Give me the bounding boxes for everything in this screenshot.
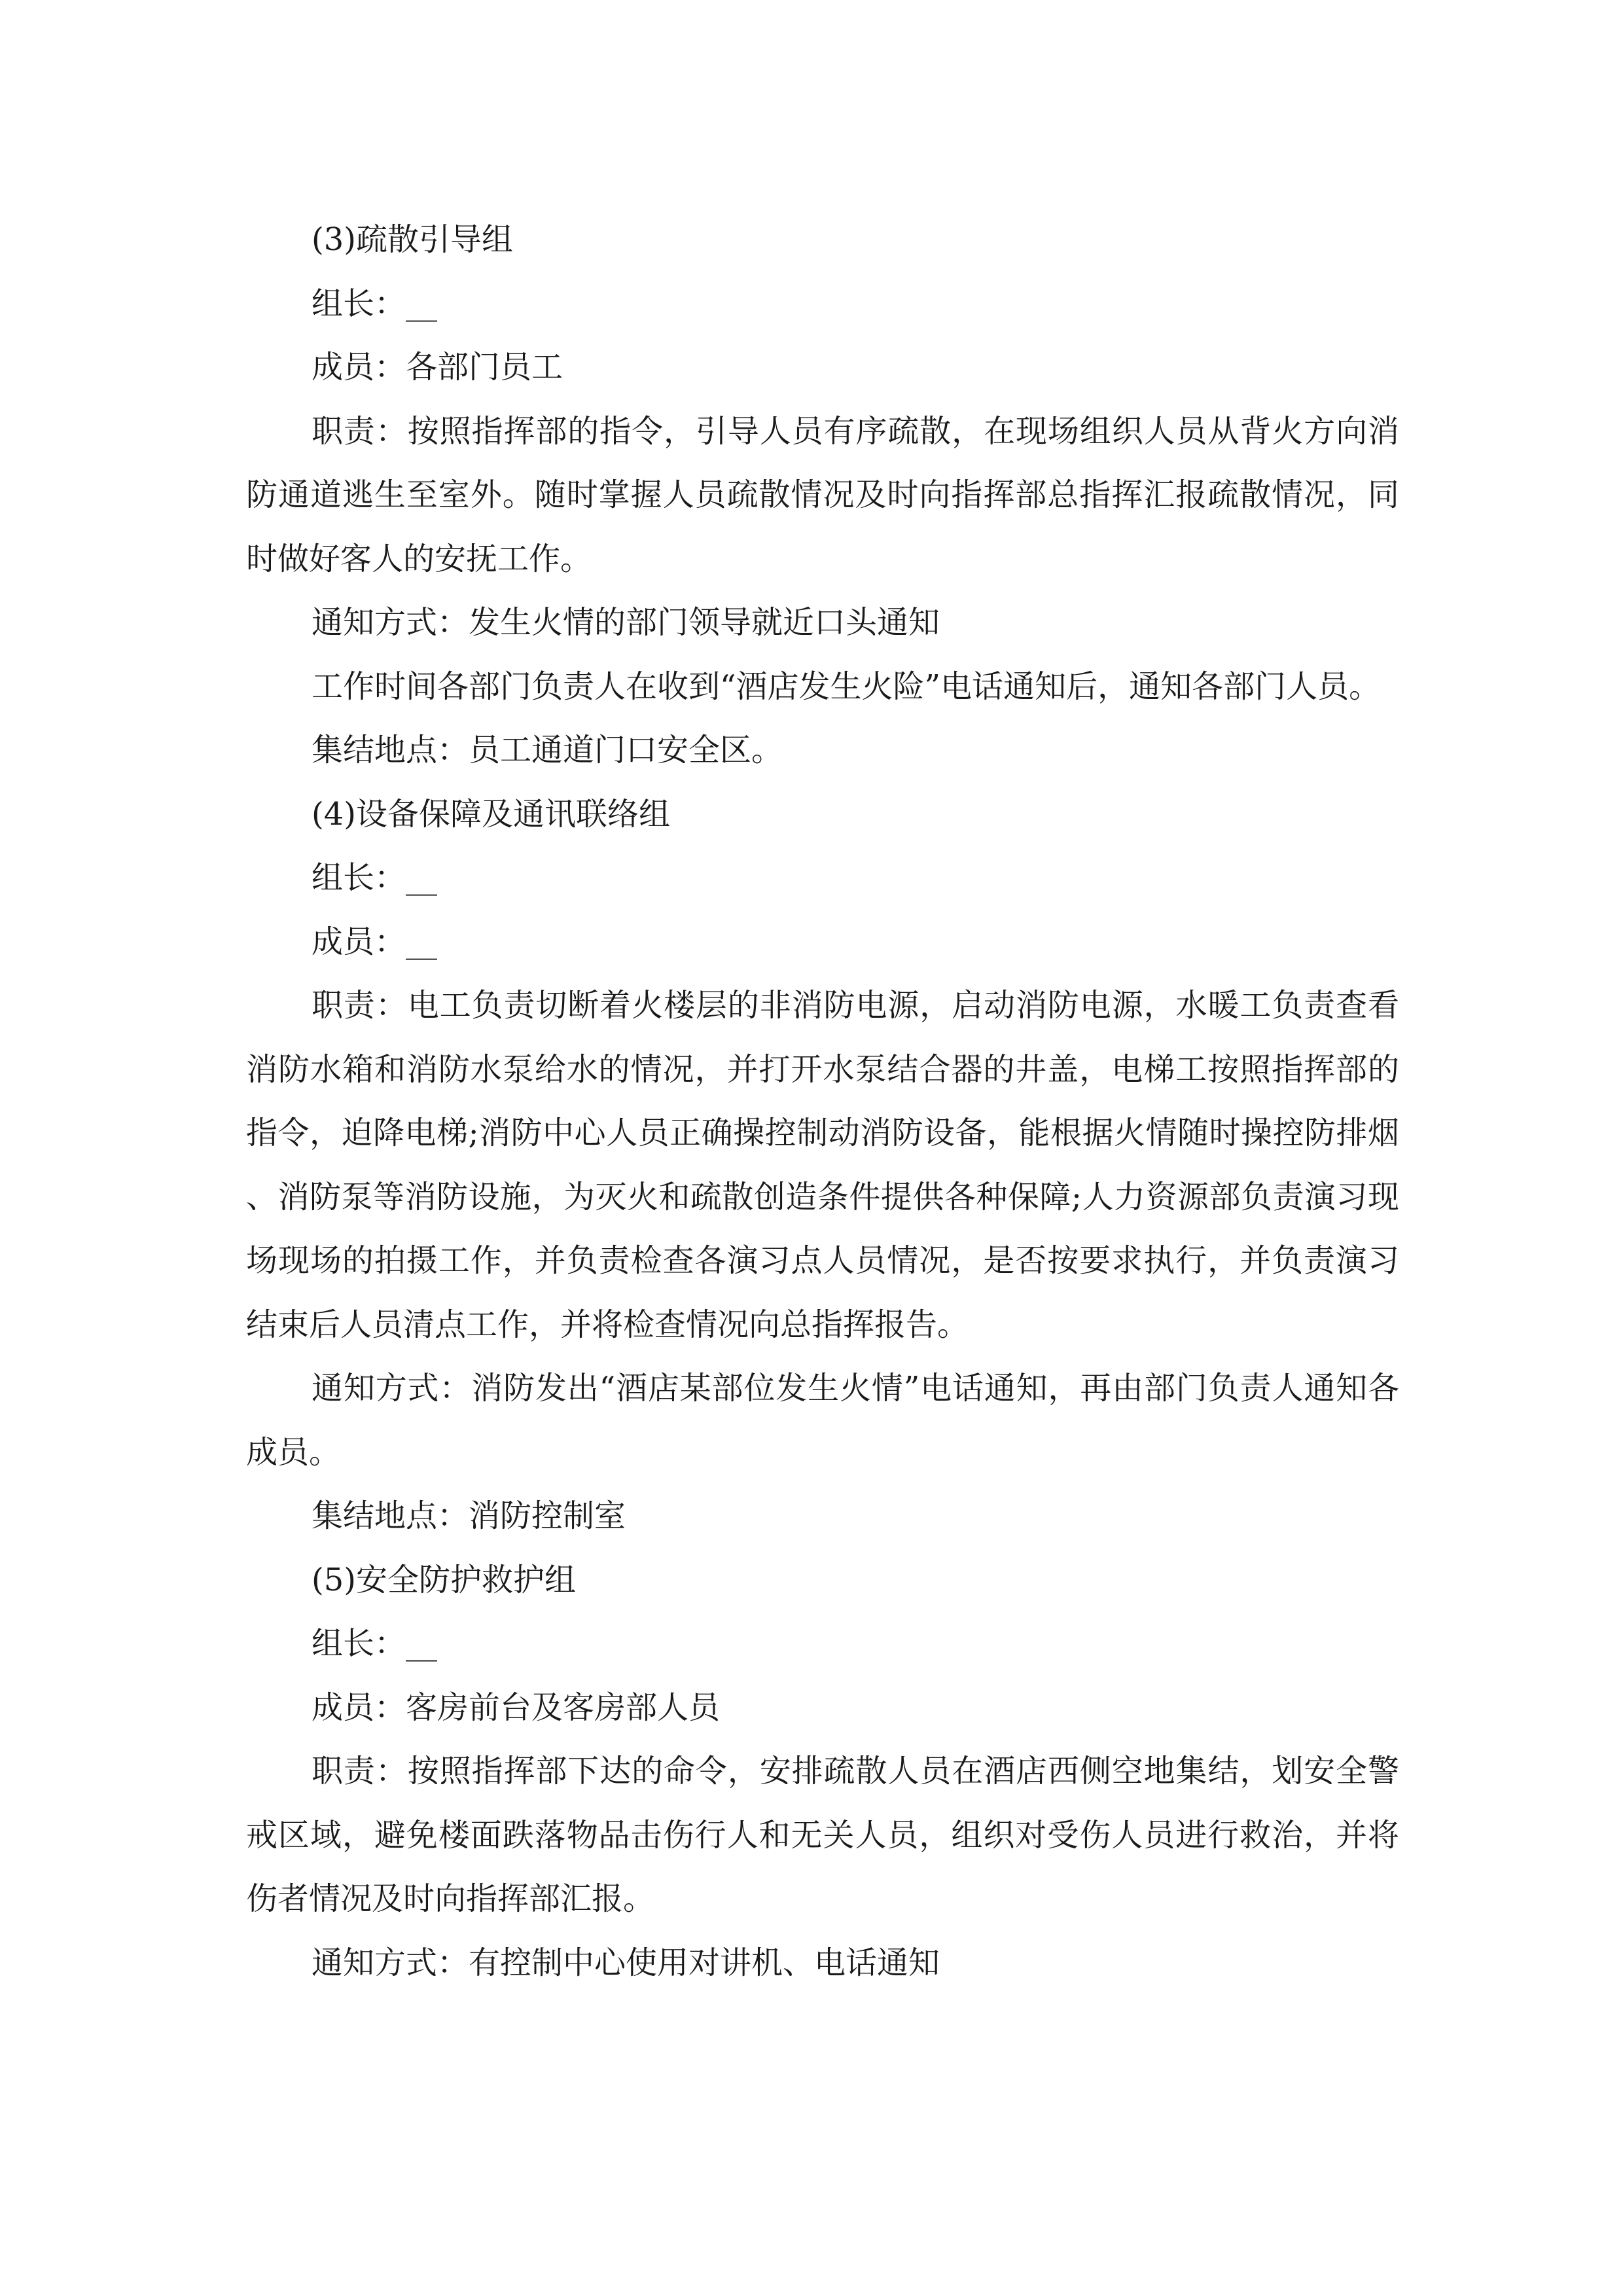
members-line: 成员：客房前台及客房部人员 [312,1689,721,1726]
section-heading-evacuation-group: (3)疏散引导组 [312,221,513,258]
document-body [246,208,1399,1995]
members-line: 成员：各部门员工 [312,349,563,386]
section-heading-safety-rescue-group: (5)安全防护救护组 [312,1561,576,1598]
notification-method-paragraph: 通知方式：消防发出“酒店某部位发生火情”电话通知，再由部门负责人通知各成员。 [246,1370,1399,1471]
section-heading-equipment-communication-group: (4)设备保障及通讯联络组 [312,795,670,833]
duties-paragraph: 职责：电工负责切断着火楼层的非消防电源，启动消防电源，水暖工负责查看消防水箱和消防水泵给水的情况，并打开水泵结合器的井盖，电梯工按照指挥部的指令，迫降电梯;消防中心人员正确操控制动消防设备，能根据火情随时操控防排烟、消防泵等消防设施，为灭火和疏散创造条件提供各种保障;人力资源部负责演习现场现场的拍摄工作，并负责检查各演习点人员情况，是否按要求执行，并负责演习结束后人员清点工作，并将检查情况向总指挥报告。 [246,987,1399,1343]
assembly-point-line: 集结地点：员工通道门口安全区。 [312,732,783,768]
duties-paragraph: 职责：按照指挥部下达的命令，安排疏散人员在酒店西侧空地集结，划安全警戒区域，避免楼面跌落物品击伤行人和无关人员，组织对受伤人员进行救治，并将伤者情况及时向指挥部汇报。 [246,1753,1399,1917]
members-line: 成员：__ [312,923,438,960]
assembly-point-line: 集结地点：消防控制室 [312,1498,626,1534]
group-leader-line: 组长：__ [312,285,438,322]
notification-method-line: 通知方式：有控制中心使用对讲机、电话通知 [312,1944,940,1981]
notification-method-line: 通知方式：发生火情的部门领导就近口头通知 [312,604,940,641]
group-leader-line: 组长：__ [312,859,438,896]
duties-paragraph: 职责：按照指挥部的指令，引导人员有序疏散，在现场组织人员从背火方向消防通道逃生至室外。随时掌握人员疏散情况及时向指挥部总指挥汇报疏散情况，同时做好客人的安抚工作。 [246,412,1399,577]
work-time-notification-paragraph: 工作时间各部门负责人在收到“酒店发生火险”电话通知后，通知各部门人员。 [312,668,1381,705]
group-leader-line: 组长：__ [312,1625,438,1662]
